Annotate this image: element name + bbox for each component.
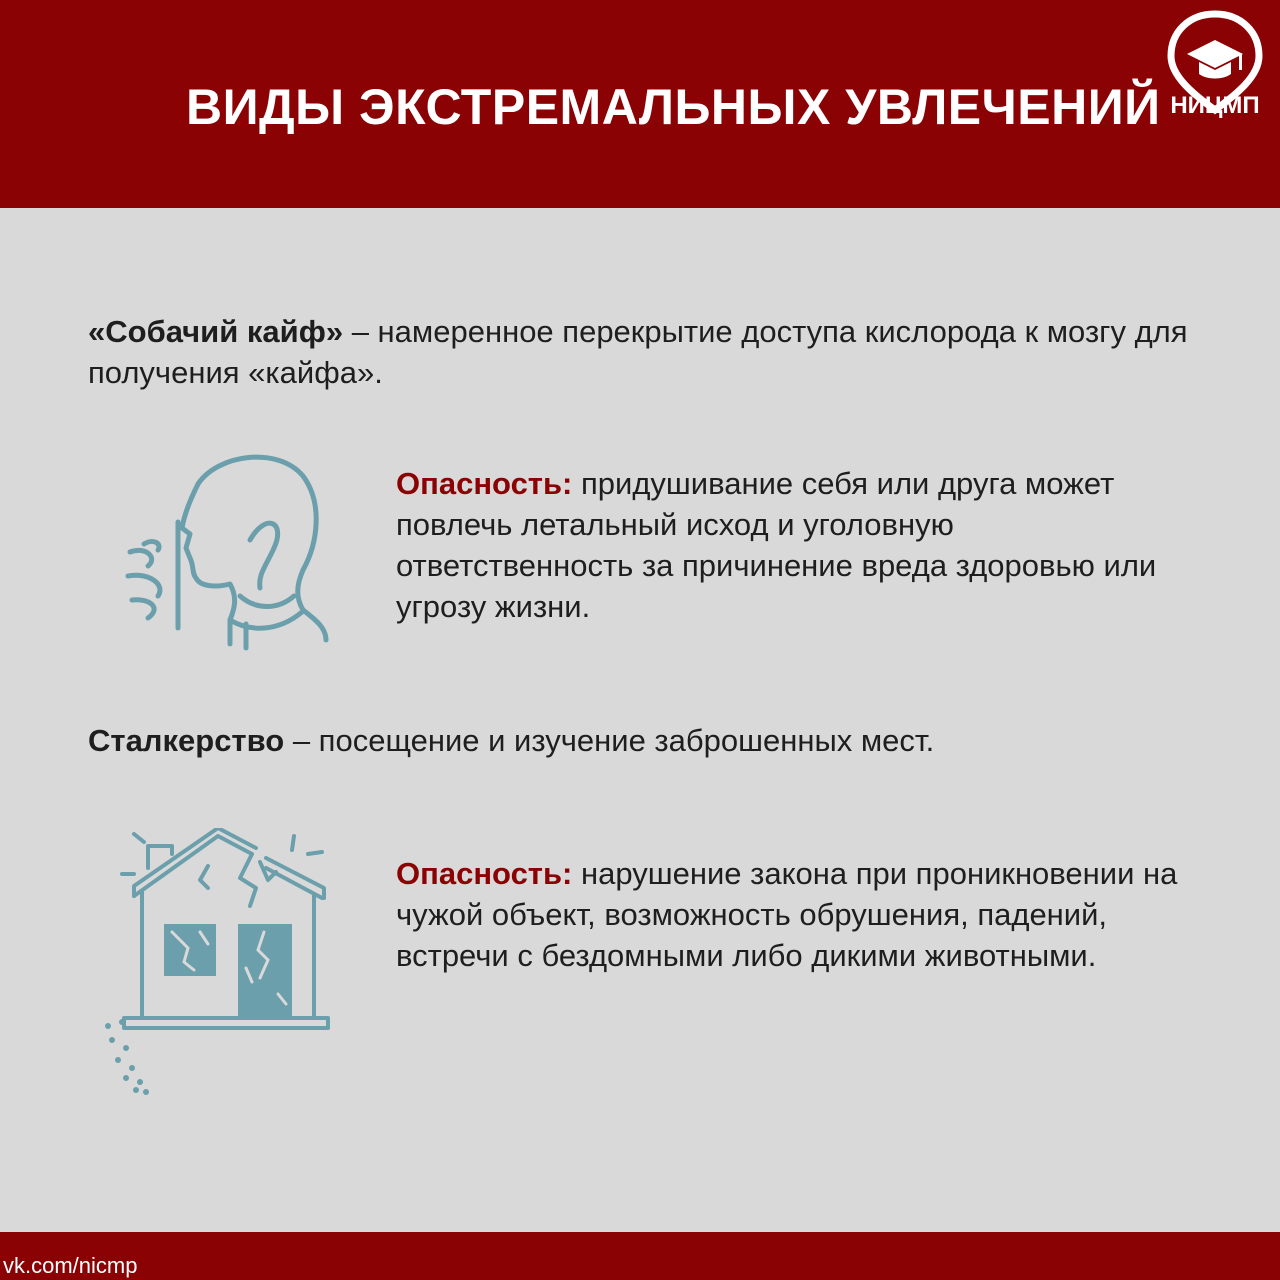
abandoned-house-icon: [100, 828, 336, 1096]
section-1-danger: [396, 463, 1196, 627]
section-1-definition-text: – намеренное перекрытие доступа кислорода к мозгу для получения «кайфа».: [88, 314, 1188, 390]
section-2-definition: [88, 720, 1188, 761]
choking-head-icon: [118, 448, 334, 656]
section-1-term: «Собачий кайф»: [88, 314, 344, 349]
section-2-danger-label: Опасность:: [396, 856, 573, 891]
footer-link[interactable]: vk.com/nicmp: [3, 1253, 138, 1278]
page-title: ВИДЫ ЭКСТРЕМАЛЬНЫХ УВЛЕЧЕНИЙ: [186, 79, 1161, 135]
section-2-term: Сталкерство: [88, 723, 285, 758]
section-1-danger-label: Опасность:: [396, 466, 573, 501]
section-2-definition-text: – посещение и изучение заброшенных мест.: [284, 723, 935, 758]
section-2-danger-text: нарушение закона при проникновении на чужой объект, возможность обрушения, падений, встречи с бездомными либо дикими животными.: [396, 856, 1178, 973]
section-1-definition: [88, 311, 1188, 393]
logo-text: НИЦМП: [1170, 92, 1260, 119]
section-1-danger-text: придушивание себя или друга может повлечь летальный исход и уголовную ответственность за причинение вреда здоровью или угрозу жизни.: [396, 466, 1157, 624]
footer-bar: [0, 1232, 1280, 1280]
section-2-danger: [396, 853, 1216, 976]
